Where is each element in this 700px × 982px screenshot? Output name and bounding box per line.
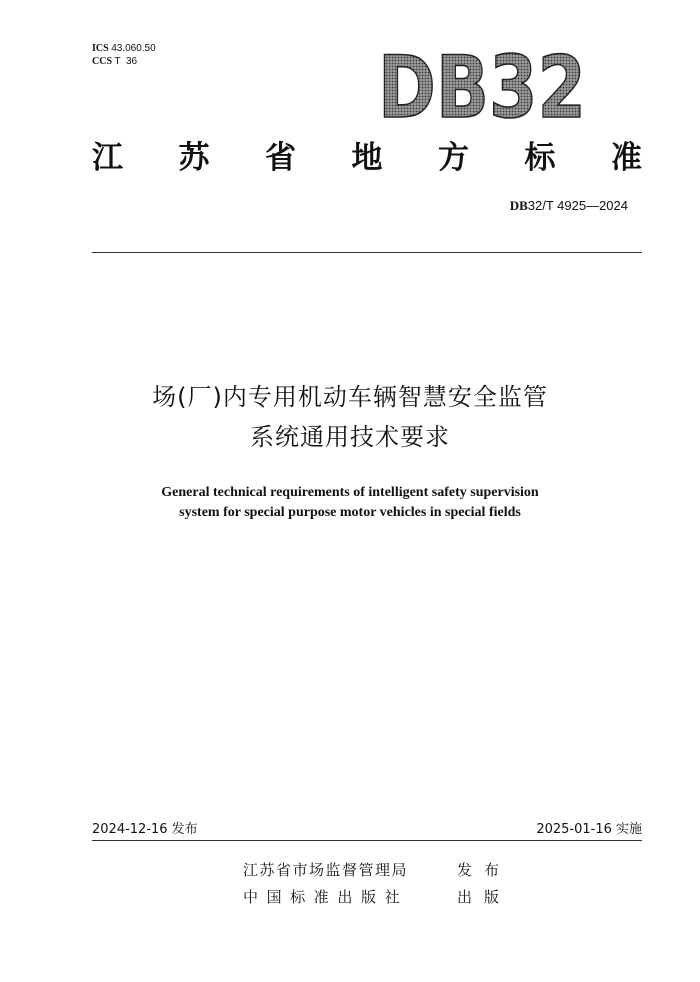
publish-date: 2024-12-16 发布 <box>92 822 198 837</box>
ics-value: 43.060.50 <box>111 43 156 54</box>
top-divider <box>92 252 642 253</box>
ccs-line <box>92 55 156 68</box>
standard-prefix: DB <box>509 198 528 213</box>
implementation-date: 2025-01-16 实施 <box>536 822 642 837</box>
province-standard-heading <box>92 138 642 178</box>
english-title <box>60 483 640 523</box>
province-char: 苏 <box>178 140 210 176</box>
english-title-line-1: General technical requirements of intelligent safety supervision <box>161 485 539 500</box>
issuer-role: 发布 <box>457 861 512 879</box>
publisher-name: 中国标准出版社 <box>243 888 409 906</box>
ics-label: ICS <box>92 43 109 54</box>
ccs-value: T 36 <box>114 56 138 67</box>
chinese-title <box>60 377 640 457</box>
province-char: 江 <box>92 140 123 176</box>
bottom-divider <box>92 840 642 841</box>
province-char: 地 <box>351 140 383 176</box>
standard-number <box>510 198 628 214</box>
classification-codes <box>92 42 156 68</box>
province-char: 方 <box>438 140 469 176</box>
province-char: 标 <box>524 140 556 176</box>
db32-logo <box>376 38 588 138</box>
publisher-role: 出版 <box>457 888 512 906</box>
ccs-label: CCS <box>92 56 113 67</box>
province-char: 准 <box>611 140 642 176</box>
chinese-title-line-1: 场(厂)内专用机动车辆智慧安全监管 <box>152 383 548 411</box>
standard-code: 32/T 4925—2024 <box>527 198 628 213</box>
db32-logo-text: DB32 <box>378 38 586 138</box>
ics-line <box>92 42 156 55</box>
issuer-name: 江苏省市场监督管理局 <box>243 861 409 879</box>
province-char: 省 <box>265 140 296 176</box>
english-title-line-2: system for special purpose motor vehicles in special fields <box>179 505 521 520</box>
chinese-title-line-2: 系统通用技术要求 <box>250 423 450 451</box>
